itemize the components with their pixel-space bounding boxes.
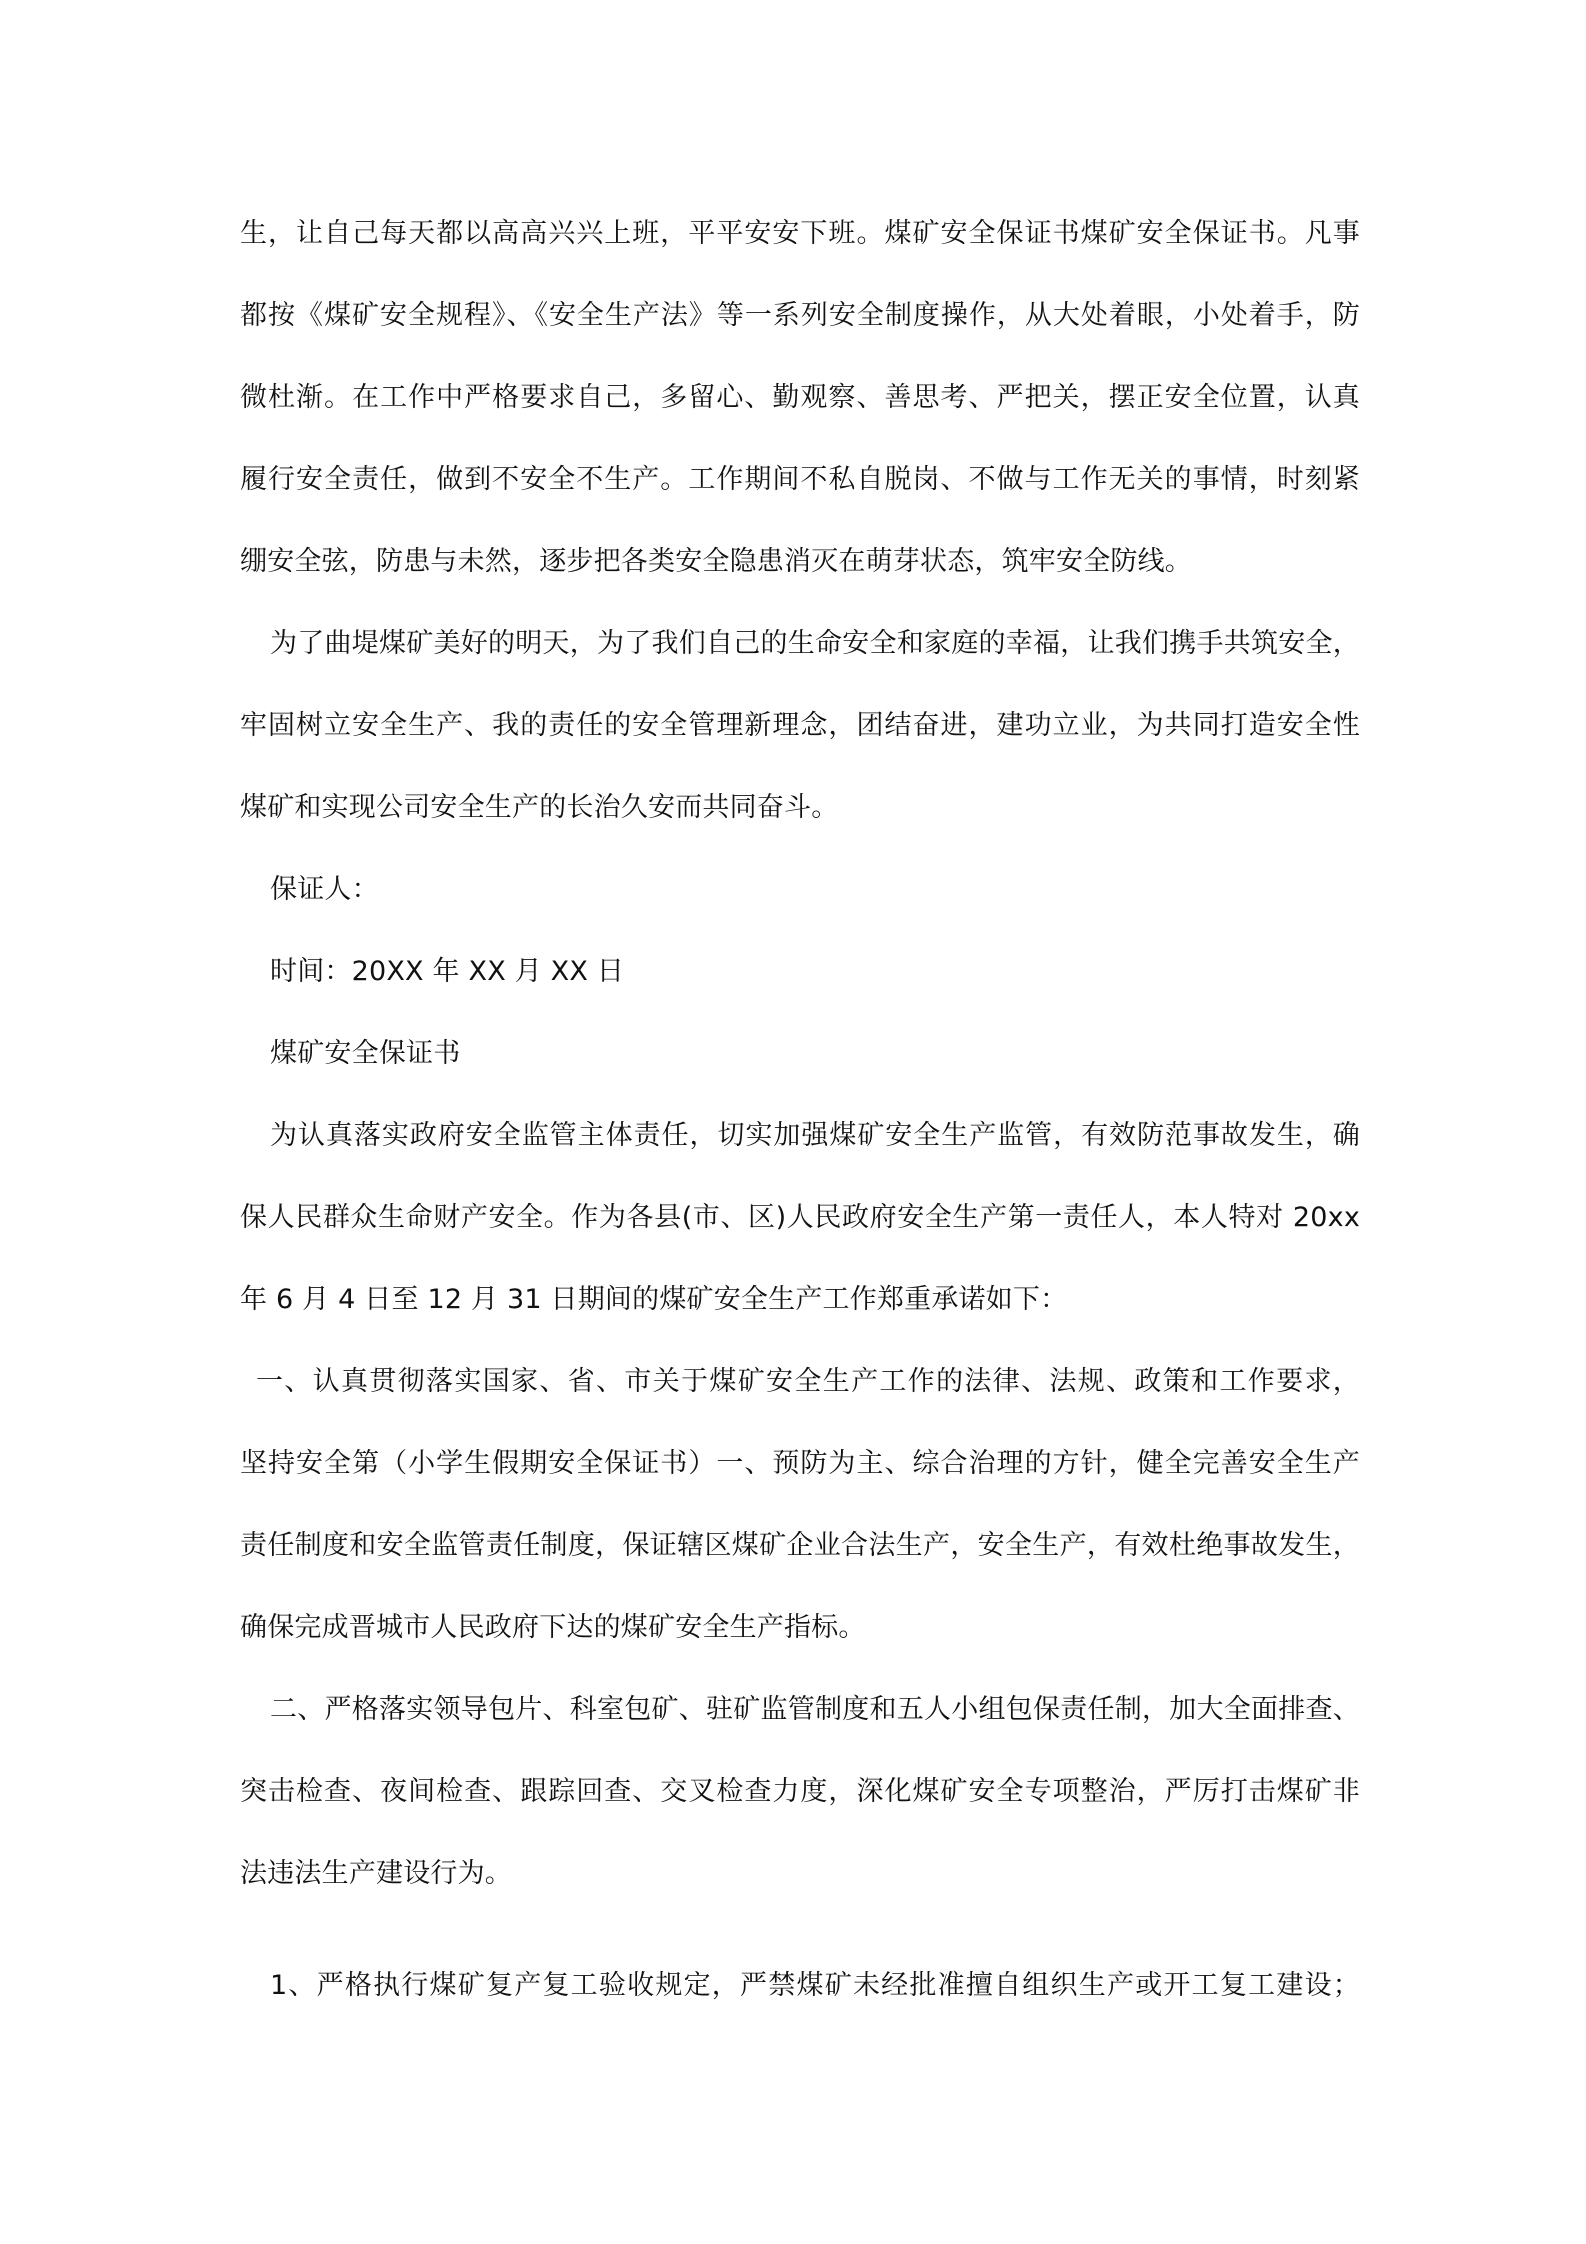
paragraph-line: 微杜渐。在工作中严格要求自己，多留心、勤观察、善思考、严把关，摆正安全位置，认真 <box>240 382 1360 413</box>
paragraph-line: 责任制度和安全监管责任制度，保证辖区煤矿企业合法生产，安全生产，有效杜绝事故发生， <box>240 1530 1360 1561</box>
paragraph-line: 都按《煤矿安全规程》、《安全生产法》等一系列安全制度操作，从大处着眼，小处着手，防 <box>240 300 1360 331</box>
paragraph-line: 绷安全弦，防患与未然，逐步把各类安全隐患消灭在萌芽状态，筑牢安全防线。 <box>240 546 1192 577</box>
paragraph-line: 为认真落实政府安全监管主体责任，切实加强煤矿安全生产监管，有效防范事故发生，确 <box>270 1120 1360 1151</box>
paragraph-line: 保人民群众生命财产安全。作为各县(市、区)人民政府安全生产第一责任人，本人特对 20xx <box>240 1202 1360 1233</box>
paragraph-line: 法违法生产建设行为。 <box>240 1858 512 1889</box>
paragraph-line: 1、严格执行煤矿复产复工验收规定，严禁煤矿未经批准擅自组织生产或开工复工建设； <box>270 1970 1360 2001</box>
paragraph-line: 为了曲堤煤矿美好的明天，为了我们自己的生命安全和家庭的幸福，让我们携手共筑安全， <box>270 628 1360 659</box>
paragraph-line: 牢固树立安全生产、我的责任的安全管理新理念，团结奋进，建功立业，为共同打造安全性 <box>240 710 1360 741</box>
paragraph-line: 一、认真贯彻落实国家、省、市关于煤矿安全生产工作的法律、法规、政策和工作要求， <box>256 1366 1360 1397</box>
paragraph-line: 二、严格落实领导包片、科室包矿、驻矿监管制度和五人小组包保责任制，加大全面排查、 <box>270 1694 1360 1725</box>
paragraph-line: 突击检查、夜间检查、跟踪回查、交叉检查力度，深化煤矿安全专项整治，严厉打击煤矿非 <box>240 1776 1360 1807</box>
paragraph-line: 生，让自己每天都以高高兴兴上班，平平安安下班。煤矿安全保证书煤矿安全保证书。凡事 <box>240 218 1360 249</box>
paragraph-line: 履行安全责任，做到不安全不生产。工作期间不私自脱岗、不做与工作无关的事情，时刻紧 <box>240 464 1360 495</box>
paragraph-line: 确保完成晋城市人民政府下达的煤矿安全生产指标。 <box>240 1612 866 1643</box>
section-title: 煤矿安全保证书 <box>270 1038 461 1069</box>
guarantor-label: 保证人： <box>270 874 379 905</box>
paragraph-line: 年 6 月 4 日至 12 月 31 日期间的煤矿安全生产工作郑重承诺如下： <box>240 1284 1068 1315</box>
paragraph-line: 煤矿和实现公司安全生产的长治久安而共同奋斗。 <box>240 792 839 823</box>
date-line: 时间：20XX 年 XX 月 XX 日 <box>270 956 625 987</box>
paragraph-line: 坚持安全第（小学生假期安全保证书）一、预防为主、综合治理的方针，健全完善安全生产 <box>240 1448 1360 1479</box>
